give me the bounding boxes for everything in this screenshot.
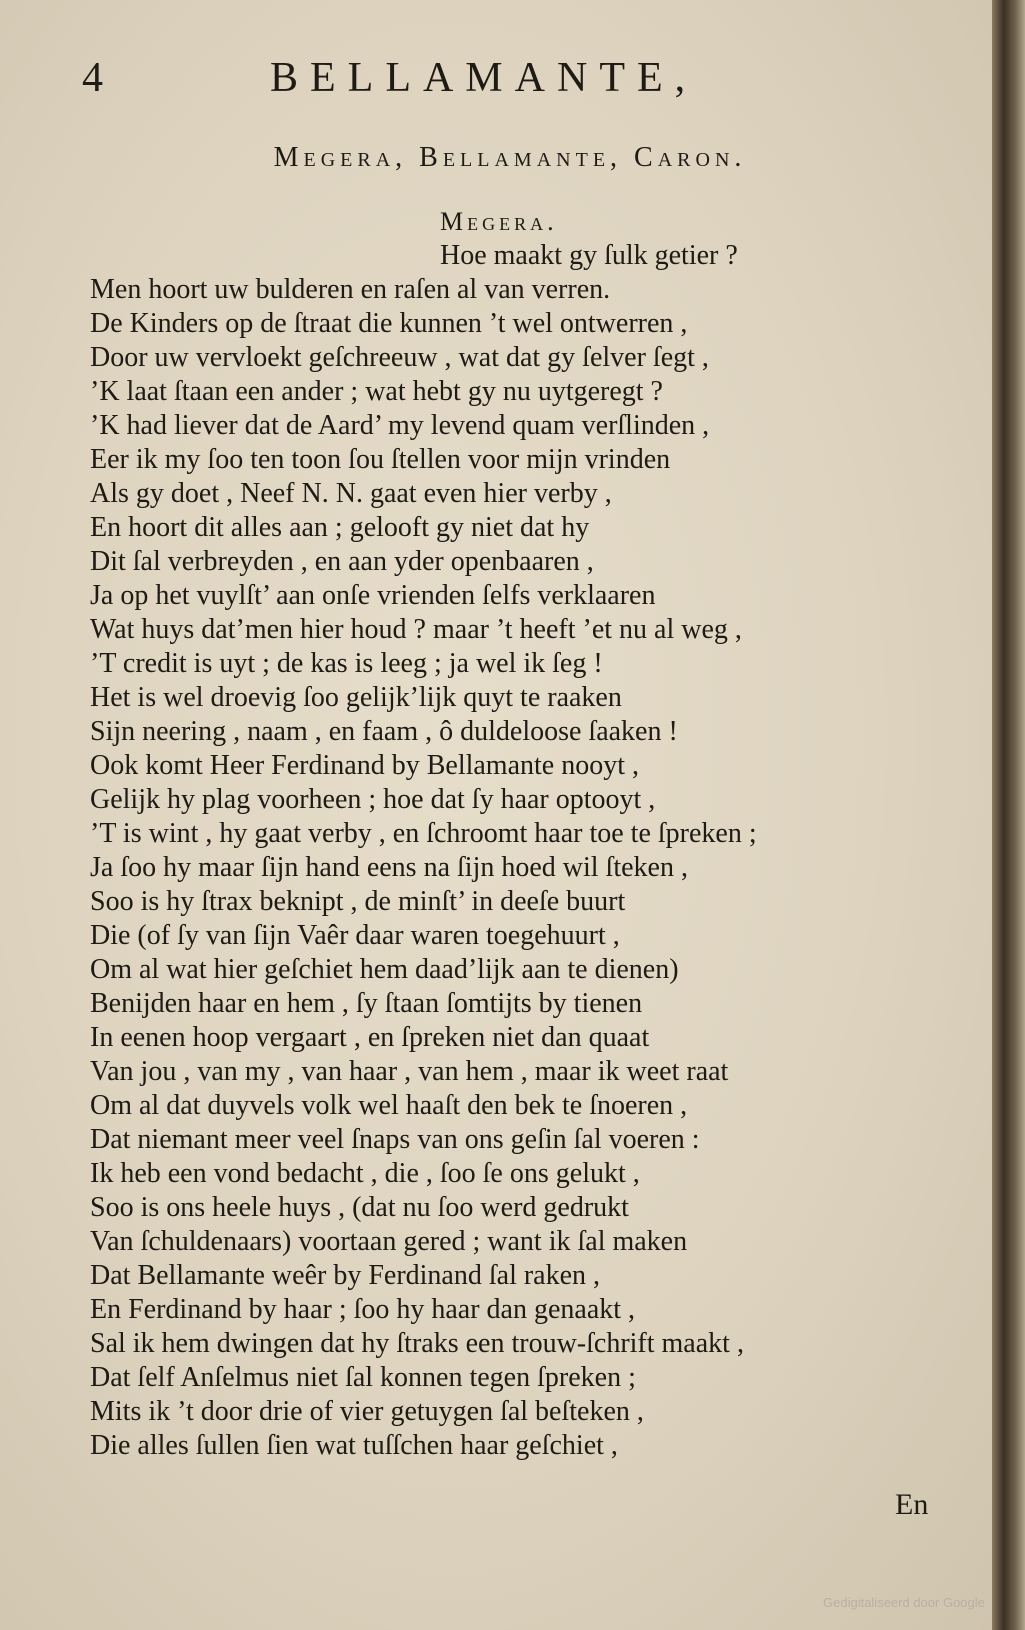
digitization-watermark: Gedigitaliseerd door Google bbox=[823, 1595, 985, 1610]
verse-block bbox=[90, 239, 970, 1463]
page-header bbox=[82, 52, 982, 102]
verse-line: Hoe maakt gy ſulk getier ? bbox=[440, 240, 738, 271]
scene-characters: Megera, Bellamante, Caron. bbox=[273, 142, 747, 173]
verse-line: Ja op het vuylſt’ aan onſe vrienden ſelfs verklaaren bbox=[90, 580, 656, 611]
verse-line: In eenen hoop vergaart , en ſpreken niet dan quaat bbox=[90, 1022, 650, 1053]
verse-line: De Kinders op de ſtraat die kunnen ’t wel ontwerren , bbox=[90, 308, 688, 339]
verse-line: Men hoort uw bulderen en raſen al van verren. bbox=[90, 274, 611, 305]
catchword: En bbox=[895, 1488, 929, 1521]
verse-line: Om al wat hier geſchiet hem daad’lijk aan te dienen) bbox=[90, 954, 679, 985]
verse-line: Eer ik my ſoo ten toon ſou ſtellen voor mijn vrinden bbox=[90, 444, 671, 475]
verse-line: Ik heb een vond bedacht , die , ſoo ſe ons gelukt , bbox=[90, 1158, 640, 1189]
verse-line: Ook komt Heer Ferdinand by Bellamante nooyt , bbox=[90, 750, 639, 781]
page-number: 4 bbox=[82, 55, 103, 101]
verse-line: ’K had liever dat de Aard’ my levend quam verſlinden , bbox=[90, 410, 710, 441]
verse-line: Om al dat duyvels volk wel haaſt den bek te ſnoeren , bbox=[90, 1090, 688, 1121]
verse-line: Van ſchuldenaars) voortaan gered ; want ik ſal maken bbox=[90, 1226, 688, 1257]
verse-line: ’T is wint , hy gaat verby , en ſchroomt haar toe te ſpreken ; bbox=[90, 818, 757, 849]
verse-line: Van jou , van my , van haar , van hem , maar ik weet raat bbox=[90, 1056, 729, 1087]
verse-line: Door uw vervloekt geſchreeuw , wat dat gy ſelver ſegt , bbox=[90, 342, 709, 373]
verse-line: Als gy doet , Neef N. N. gaat even hier verby , bbox=[90, 478, 612, 509]
verse-line: Soo is hy ſtrax beknipt , de minſt’ in deeſe buurt bbox=[90, 886, 626, 917]
verse-line: Wat huys dat’men hier houd ? maar ’t heeft ’et nu al weg , bbox=[90, 614, 742, 645]
running-title: BELLAMANTE, bbox=[270, 55, 698, 101]
verse-line: Dat niemant meer veel ſnaps van ons geſin ſal voeren : bbox=[90, 1124, 700, 1155]
verse-line: Gelijk hy plag voorheen ; hoe dat ſy haar optooyt , bbox=[90, 784, 656, 815]
verse-line: Het is wel droevig ſoo gelijk’lijk quyt te raaken bbox=[90, 682, 622, 713]
verse-line: Die (of ſy van ſijn Vaêr daar waren toegehuurt , bbox=[90, 920, 620, 951]
speaker-name: Megera. bbox=[440, 207, 558, 236]
verse-line: Dit ſal verbreyden , en aan yder openbaaren , bbox=[90, 546, 594, 577]
verse-line: ’K laat ſtaan een ander ; wat hebt gy nu uytgeregt ? bbox=[90, 376, 663, 407]
verse-line: Dat ſelf Anſelmus niet ſal konnen tegen ſpreken ; bbox=[90, 1362, 636, 1393]
verse-line: Sijn neering , naam , en faam , ô duldeloose ſaaken ! bbox=[90, 716, 678, 747]
verse-line: Soo is ons heele huys , (dat nu ſoo werd gedrukt bbox=[90, 1192, 629, 1223]
verse-line: Sal ik hem dwingen dat hy ſtraks een trouw-ſchrift maakt , bbox=[90, 1328, 744, 1359]
verse-line: Benijden haar en hem , ſy ſtaan ſomtijts by tienen bbox=[90, 988, 643, 1019]
verse-line: Die alles ſullen ſien wat tuſſchen haar geſchiet , bbox=[90, 1430, 618, 1461]
verse-line: En hoort dit alles aan ; gelooft gy niet dat hy bbox=[90, 512, 590, 543]
verse-line: Mits ik ’t door drie of vier getuygen ſal beſteken , bbox=[90, 1396, 644, 1427]
verse-line: Ja ſoo hy maar ſijn hand eens na ſijn hoed wil ſteken , bbox=[90, 852, 688, 883]
verse-line: ’T credit is uyt ; de kas is leeg ; ja wel ik ſeg ! bbox=[90, 648, 603, 679]
book-spine-edge bbox=[992, 0, 1025, 1630]
verse-line: Dat Bellamante weêr by Ferdinand ſal raken , bbox=[90, 1260, 601, 1291]
verse-line: En Ferdinand by haar ; ſoo hy haar dan genaakt , bbox=[90, 1294, 636, 1325]
